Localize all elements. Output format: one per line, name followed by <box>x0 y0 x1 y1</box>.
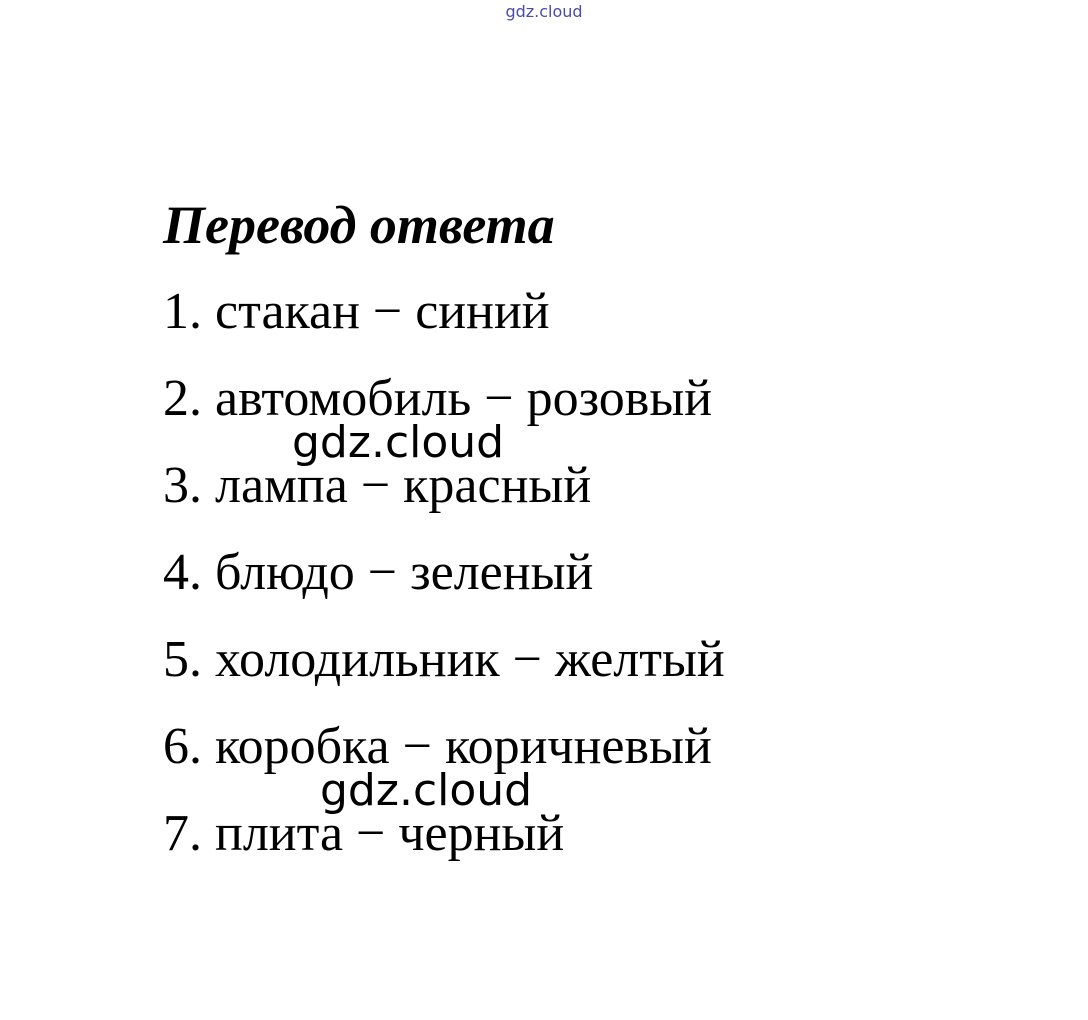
top-watermark: gdz.cloud <box>505 2 583 21</box>
answer-heading: Перевод ответа <box>163 195 555 255</box>
answer-item-7: 7. плита − черный <box>163 805 565 862</box>
answer-item-4: 4. блюдо − зеленый <box>163 544 594 601</box>
watermark-overlay: gdz.cloud <box>320 765 533 816</box>
watermark-overlay: gdz.cloud <box>292 417 505 468</box>
answer-item-2: 2. автомобиль − розовый <box>163 370 713 427</box>
answer-item-3: 3. лампа − красный <box>163 457 592 514</box>
answer-item-5: 5. холодильник − желтый <box>163 631 725 688</box>
answer-item-1: 1. стакан − синий <box>163 283 550 340</box>
answer-item-6: 6. коробка − коричневый <box>163 718 712 775</box>
